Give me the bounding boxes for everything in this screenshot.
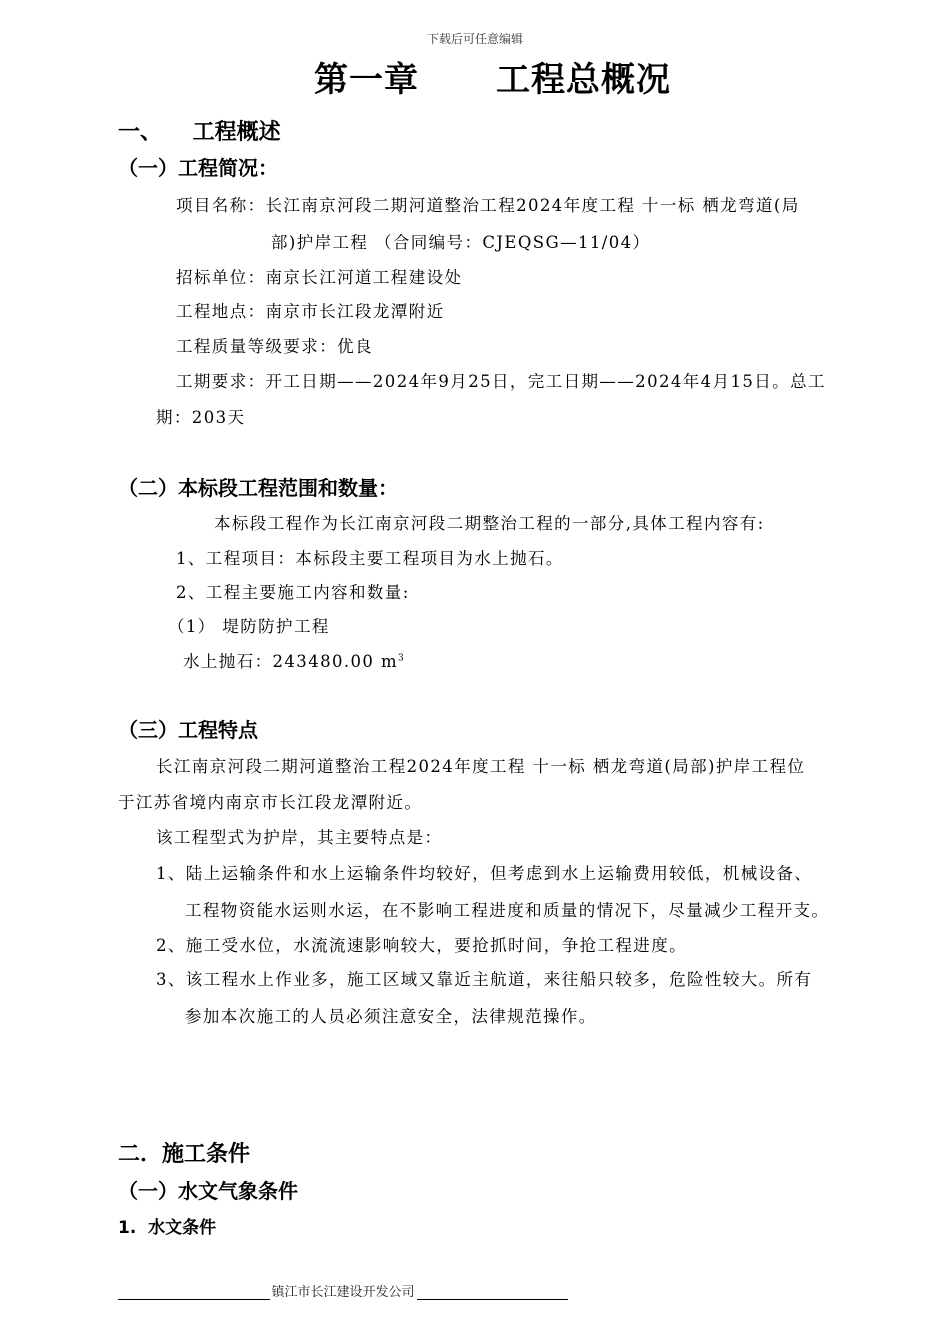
chapter-title: 第一章 工程总概况	[313, 60, 672, 100]
scope-item-2: 2、工程主要施工内容和数量:	[176, 583, 410, 602]
section-heading-overview: 一、 工程概述	[118, 120, 281, 145]
feature-1-line1: 1、陆上运输条件和水上运输条件均较好，但考虑到水上运输费用较低，机械设备、	[156, 864, 813, 883]
feature-2: 2、施工受水位，水流流速影响较大，要抢抓时间，争抢工程进度。	[156, 936, 687, 955]
subsection-heading-hydro-meteo: （一）水文气象条件	[118, 1179, 298, 1203]
subsubsection-heading-hydrology: 1. 水文条件	[118, 1218, 217, 1238]
section-heading-conditions: 二．施工条件	[118, 1142, 251, 1167]
quality-line: 工程质量等级要求：优良	[176, 337, 373, 356]
footer-rule-right	[417, 1285, 569, 1300]
project-name-line1: 项目名称：长江南京河段二期河道整治工程2024年度工程 十一标 栖龙弯道(局	[176, 196, 800, 215]
features-para1-line1: 长江南京河段二期河道整治工程2024年度工程 十一标 栖龙弯道(局部)护岸工程位	[156, 757, 806, 776]
period-line1: 工期要求：开工日期——2024年9月25日，完工日期——2024年4月15日。总工	[176, 372, 826, 391]
scope-quantity	[183, 648, 405, 672]
feature-3-line1: 3、该工程水上作业多，施工区域又靠近主航道，来往船只较多，危险性较大。所有	[156, 970, 813, 989]
subsection-heading-brief: （一）工程简况：	[118, 156, 278, 180]
bidder-line: 招标单位：南京长江河道工程建设处	[176, 268, 463, 287]
scope-item-1: 1、工程项目：本标段主要工程项目为水上抛石。	[176, 549, 564, 568]
subsection-heading-features: （三）工程特点	[118, 718, 258, 742]
scope-intro: 本标段工程作为长江南京河段二期整治工程的一部分,具体工程内容有:	[214, 514, 765, 533]
quantity-text: 水上抛石：243480.00 m	[183, 652, 399, 671]
header-note: 下载后可任意编辑	[426, 32, 523, 46]
feature-3-line2: 参加本次施工的人员必须注意安全，法律规范操作。	[185, 1007, 597, 1026]
feature-1-line2: 工程物资能水运则水运，在不影响工程进度和质量的情况下，尽量减少工程开支。	[185, 901, 830, 920]
quantity-superscript: 3	[398, 653, 406, 664]
location-line: 工程地点：南京市长江段龙潭附近	[176, 302, 445, 321]
period-line2: 期：203天	[156, 408, 246, 427]
subsection-heading-scope: （二）本标段工程范围和数量：	[118, 476, 398, 500]
footer-rule-left	[118, 1285, 270, 1300]
project-name-line2: 部)护岸工程 （合同编号：CJEQSG—11/04）	[271, 233, 651, 252]
features-para1-line2: 于江苏省境内南京市长江段龙潭附近。	[118, 793, 423, 812]
footer	[118, 1281, 568, 1300]
footer-company: 镇江市长江建设开发公司	[271, 1285, 415, 1300]
features-para2: 该工程型式为护岸，其主要特点是：	[156, 828, 443, 847]
scope-item-3: （1） 堤防防护工程	[168, 617, 330, 636]
